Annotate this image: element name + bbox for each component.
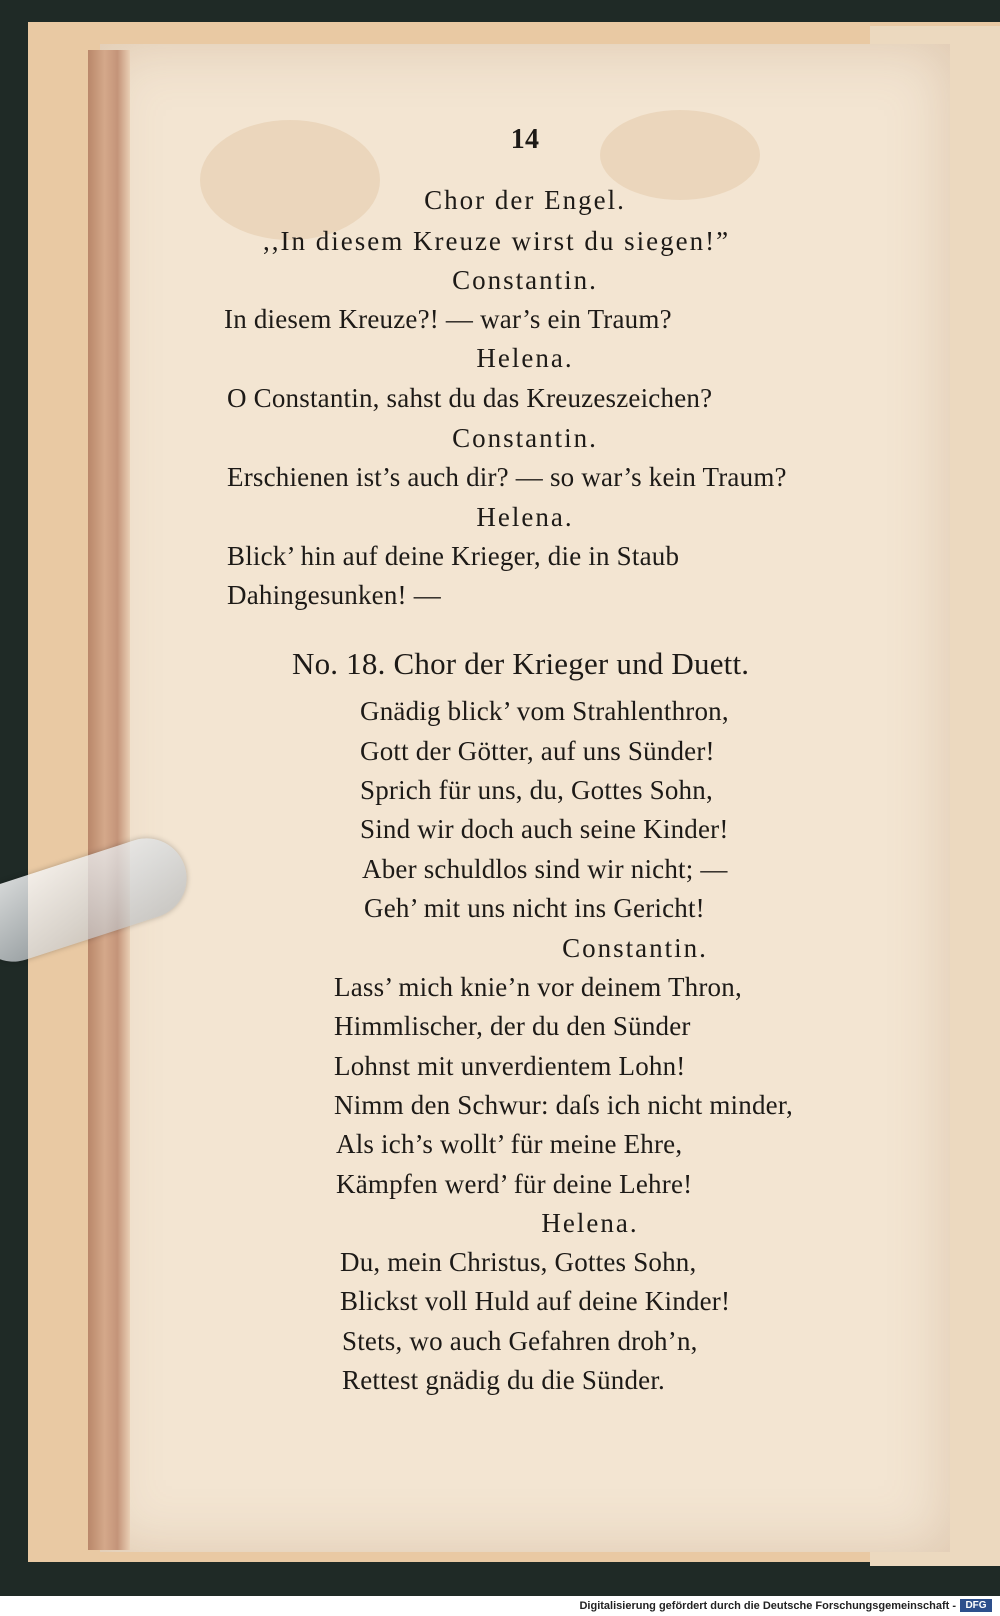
verse-line: Lohnst mit unverdientem Lohn! [334,1051,686,1081]
speaker-heading: Helena. [541,1208,639,1238]
section-heading: No. 18. Chor der Krieger und Duett. [292,646,750,681]
verse-line: Gnädig blick’ vom Strahlenthron, [360,696,729,726]
verse-line: Blick’ hin auf deine Krieger, die in Staub [227,541,680,571]
verse-line: Sind wir doch auch seine Kinder! [360,814,729,844]
verse-line: Dahingesunken! — [227,580,441,610]
dfg-logo: DFG [960,1599,992,1612]
speaker-heading: Constantin. [452,423,598,453]
verse-line: Sprich für uns, du, Gottes Sohn, [360,775,713,805]
verse-line: Aber schuldlos sind wir nicht; — [362,854,728,884]
speaker-heading: Helena. [476,502,574,532]
verse-line: O Constantin, sahst du das Kreuzeszeichen? [227,383,713,413]
verse-line: Geh’ mit uns nicht ins Gericht! [364,893,705,923]
speaker-heading: Chor der Engel. [424,185,626,215]
verse-line: In diesem Kreuze?! — war’s ein Traum? [224,304,672,334]
verse-line: Himmlischer, der du den Sünder [334,1011,691,1041]
verse-line: Lass’ mich knie’n vor deinem Thron, [334,972,742,1002]
footer-credit: Digitalisierung gefördert durch die Deutsche Forschungsgemeinschaft - [579,1600,956,1612]
verse-line: Kämpfen werd’ für deine Lehre! [336,1169,693,1199]
verse-line: Stets, wo auch Gefahren droh’n, [342,1326,698,1356]
speaker-heading: Constantin. [452,265,598,295]
verse-line: Erschienen ist’s auch dir? — so war’s kein Traum? [227,462,787,492]
verse-line: Gott der Götter, auf uns Sünder! [360,736,715,766]
verse-line: Du, mein Christus, Gottes Sohn, [340,1247,697,1277]
verse-line: Blickst voll Huld auf deine Kinder! [340,1286,731,1316]
speaker-heading: Helena. [476,343,574,373]
verse-line: ,,In diesem Kreuze wirst du siegen!” [263,226,731,256]
verse-line: Nimm den Schwur: daſs ich nicht minder, [334,1090,793,1120]
verse-line: Rettest gnädig du die Sünder. [342,1365,666,1395]
speaker-heading: Constantin. [562,933,708,963]
verse-line: Als ich’s wollt’ für meine Ehre, [336,1129,683,1159]
page-number: 14 [510,124,540,155]
